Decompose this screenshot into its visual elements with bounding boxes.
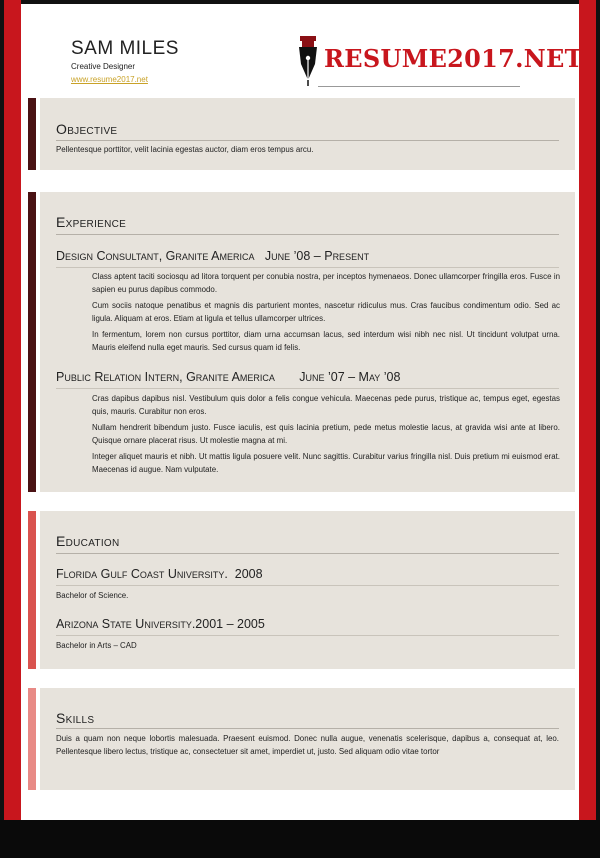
left-edge <box>0 0 4 858</box>
job-paragraph: Nullam hendrerit bibendum justo. Fusce iaculis, est quis lacinia pretium, pede metus molestie lacus, at gravida wisi ante at libero. Quisque ornare placerat risus. Ut molestie magna at mi. <box>92 423 560 445</box>
heading-rule <box>56 234 559 235</box>
job-rule <box>56 388 559 389</box>
school-name: Arizona State University <box>56 617 192 631</box>
logo-rule <box>318 86 520 87</box>
section-stripe <box>28 688 36 790</box>
job-rule <box>56 267 559 268</box>
education-section <box>40 511 575 669</box>
section-stripe <box>28 98 36 170</box>
objective-section <box>40 98 575 170</box>
heading-rule <box>56 553 559 554</box>
website-link[interactable]: www.resume2017.net <box>71 75 148 84</box>
school-year: .2001 – 2005 <box>191 617 265 631</box>
job-heading <box>56 249 369 263</box>
site-logo[interactable] <box>296 36 583 92</box>
section-stripe <box>28 511 36 669</box>
left-red-bar <box>4 0 21 820</box>
job-dates: June ’07 – May ’08 <box>299 370 401 384</box>
job-dates: June ’08 – Present <box>264 249 370 263</box>
job-title: Design Consultant, Granite America <box>56 249 255 263</box>
school-name: Florida Gulf Coast University. <box>56 567 228 581</box>
candidate-title: Creative Designer <box>71 62 136 71</box>
school-rule <box>56 585 559 586</box>
skills-text: Duis a quam non neque lobortis malesuada. Praesent euismod. Donec nulla augue, venenatis scelerisque, dapibus a, consequat at, leo. Pellentesque libero lectus, tristique ac, consectetuer sit amet, imperdiet ut, justo. Sed aliquam odio vitae tortor <box>56 734 559 756</box>
fountain-pen-icon <box>296 36 320 88</box>
education-heading: Education <box>56 533 120 549</box>
logo-text: RESUME2017.NET <box>324 44 583 73</box>
top-border <box>0 0 600 4</box>
school-heading <box>56 617 265 631</box>
job-title: Public Relation Intern, Granite America <box>56 370 275 384</box>
job-paragraph: Integer aliquet mauris et nibh. Ut mattis ligula posuere velit. Nunc sagittis. Curabitur varius fringilla nisl. Duis pretium mi euismod erat. Maecenas id augue. Nam vulputate. <box>92 452 560 474</box>
skills-heading: Skills <box>56 710 95 726</box>
heading-rule <box>56 728 559 729</box>
degree: Bachelor in Arts – CAD <box>56 641 137 650</box>
degree: Bachelor of Science. <box>56 591 129 600</box>
school-year: 2008 <box>234 567 263 581</box>
right-red-bar <box>579 0 596 820</box>
skills-section <box>40 688 575 790</box>
objective-text: Pellentesque porttitor, velit lacinia egestas auctor, diam eros tempus arcu. <box>56 145 314 154</box>
job-paragraph: Cum sociis natoque penatibus et magnis dis parturient montes, nascetur ridiculus mus. Cras faucibus condimentum odio. Sed ac ligula. Aliquam at eros. Etiam at ligula et tellus ullamcorper ultrices. <box>92 301 560 323</box>
school-rule <box>56 635 559 636</box>
candidate-name: SAM MILES <box>71 38 179 59</box>
experience-section <box>40 192 575 492</box>
job-paragraph: Class aptent taciti sociosqu ad litora torquent per conubia nostra, per inceptos hymenaeos. Donec ullamcorper fringilla eros. Fusce in sapien eu purus dapibus commodo. <box>92 272 560 294</box>
job-heading <box>56 370 400 384</box>
heading-rule <box>56 140 559 141</box>
section-stripe <box>28 192 36 492</box>
right-edge <box>596 0 600 858</box>
job-paragraph: In fermentum, lorem non cursus porttitor, diam urna accumsan lacus, sed interdum wisi nibh nec nisl. Ut tincidunt volutpat urna. Mauris eleifend nulla eget mauris. Sed cursus quam id felis. <box>92 330 560 352</box>
footer-bar <box>0 820 600 858</box>
job-paragraph: Cras dapibus dapibus nisl. Vestibulum quis dolor a felis congue vehicula. Maecenas pede purus, tristique ac, tempus eget, egestas quis, mauris. Curabitur non eros. <box>92 394 560 416</box>
experience-heading: Experience <box>56 214 127 230</box>
objective-heading: Objective <box>56 121 118 137</box>
school-heading <box>56 567 263 581</box>
